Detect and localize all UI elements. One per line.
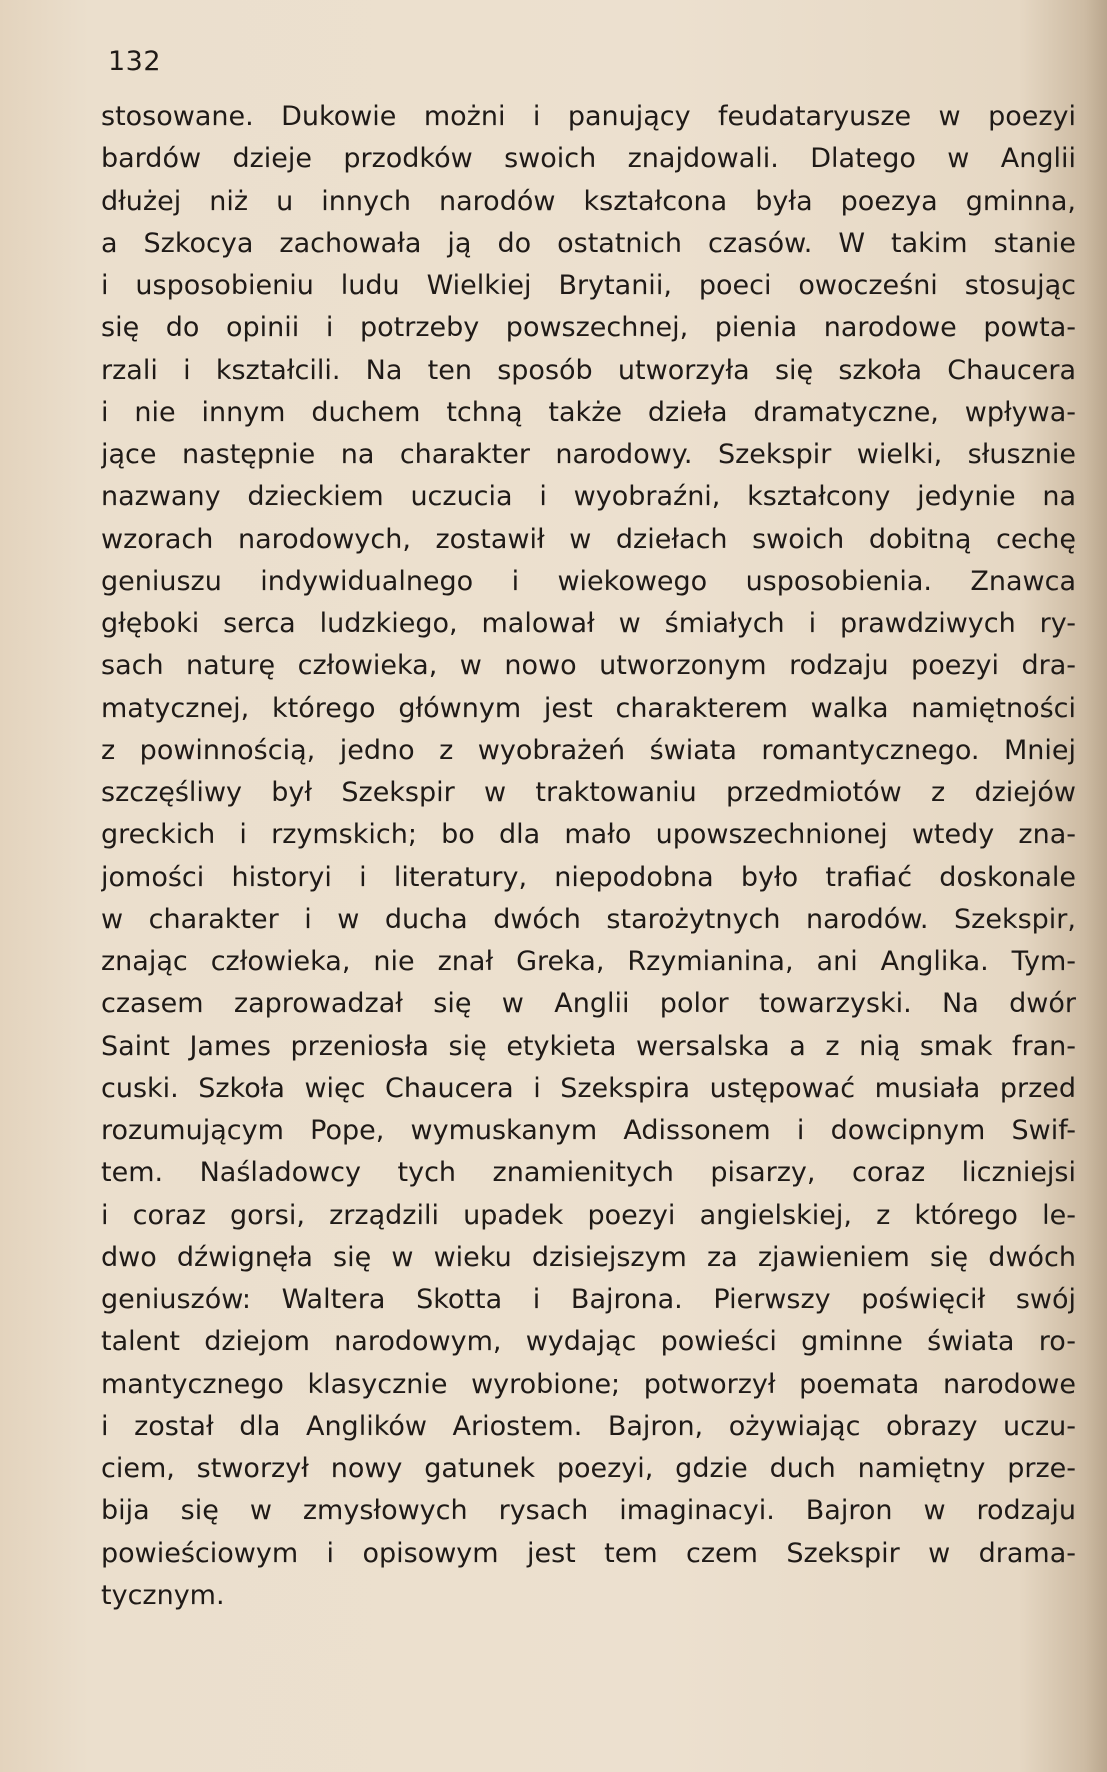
text-line: i coraz gorsi, zrządzili upadek poezyi angielskiej, z którego le- [101,1199,1076,1231]
text-line: znając człowieka, nie znał Greka, Rzymianina, ani Anglika. Tym- [101,946,1076,977]
text-line: wzorach narodowych, zostawił w dziełach swoich dobitną cechę [101,523,1076,555]
text-line: ciem, stworzył nowy gatunek poezyi, gdzie duch namiętny prze- [101,1453,1076,1484]
text-line: geniuszów: Waltera Skotta i Bajrona. Pierwszy poświęcił swój [101,1284,1076,1315]
text-line: czasem zaprowadzał się w Anglii polor towarzyski. Na dwór [101,988,1076,1020]
text-line: sach naturę człowieka, w nowo utworzonym rodzaju poezyi dra- [101,650,1076,682]
text-line: się do opinii i potrzeby powszechnej, pienia narodowe powta- [101,312,1076,344]
text-line: rozumującym Pope, wymuskanym Adissonem i dowcipnym Swif- [101,1115,1076,1146]
text-line: nazwany dzieckiem uczucia i wyobraźni, kształcony jedynie na [101,481,1076,513]
text-line: matycznej, którego głównym jest charakterem walka namiętności [101,692,1076,724]
text-line: powieściowym i opisowym jest tem czem Szekspir w drama- [101,1537,1076,1569]
text-line: jące następnie na charakter narodowy. Szekspir wielki, słusznie [101,439,1076,470]
text-line: szczęśliwy był Szekspir w traktowaniu przedmiotów z dziejów [101,777,1076,808]
text-line: bardów dzieje przodków swoich znajdowali. Dlatego w Anglii [101,143,1076,175]
text-line: mantycznego klasycznie wyrobione; potworzył poemata narodowe [101,1368,1076,1400]
text-line: i nie innym duchem tchną także dzieła dramatyczne, wpływa- [101,396,1076,428]
page-number: 132 [108,46,162,77]
text-line: greckich i rzymskich; bo dla mało upowszechnionej wtedy zna- [101,819,1076,851]
text-line: stosowane. Dukowie możni i panujący feudataryusze w poezyi [101,101,1076,132]
body-text [101,96,1076,1617]
text-line: dłużej niż u innych narodów kształcona była poezya gminna, [101,185,1076,217]
text-line: dwo dźwignęła się w wieku dzisiejszym za zjawieniem się dwóch [101,1241,1076,1273]
text-line: w charakter i w ducha dwóch starożytnych narodów. Szekspir, [101,903,1076,935]
text-line: geniuszu indywidualnego i wiekowego usposobienia. Znawca [101,565,1076,597]
text-line: cuski. Szkoła więc Chaucera i Szekspira ustępować musiała przed [101,1072,1076,1104]
text-line: z powinnością, jedno z wyobrażeń świata romantycznego. Mniej [101,734,1076,766]
text-line: a Szkocya zachowała ją do ostatnich czasów. W takim stanie [101,227,1076,259]
text-line: jomości historyi i literatury, niepodobna było trafiać doskonale [101,861,1076,893]
text-line: Saint James przeniosła się etykieta wersalska a z nią smak fran- [101,1030,1076,1062]
text-line: talent dziejom narodowym, wydając powieści gminne świata ro- [101,1326,1076,1358]
text-line: rzali i kształcili. Na ten sposób utworzyła się szkoła Chaucera [101,354,1076,386]
text-line: głęboki serca ludzkiego, malował w śmiałych i prawdziwych ry- [101,608,1076,639]
text-line: i usposobieniu ludu Wielkiej Brytanii, poeci owocześni stosując [101,270,1076,301]
text-line: tycznym. [101,1579,225,1611]
text-line: i został dla Anglików Ariostem. Bajron, ożywiając obrazy uczu- [101,1410,1076,1442]
text-line: tem. Naśladowcy tych znamienitych pisarzy, coraz liczniejsi [101,1157,1076,1189]
text-line: bija się w zmysłowych rysach imaginacyi. Bajron w rodzaju [101,1495,1076,1527]
